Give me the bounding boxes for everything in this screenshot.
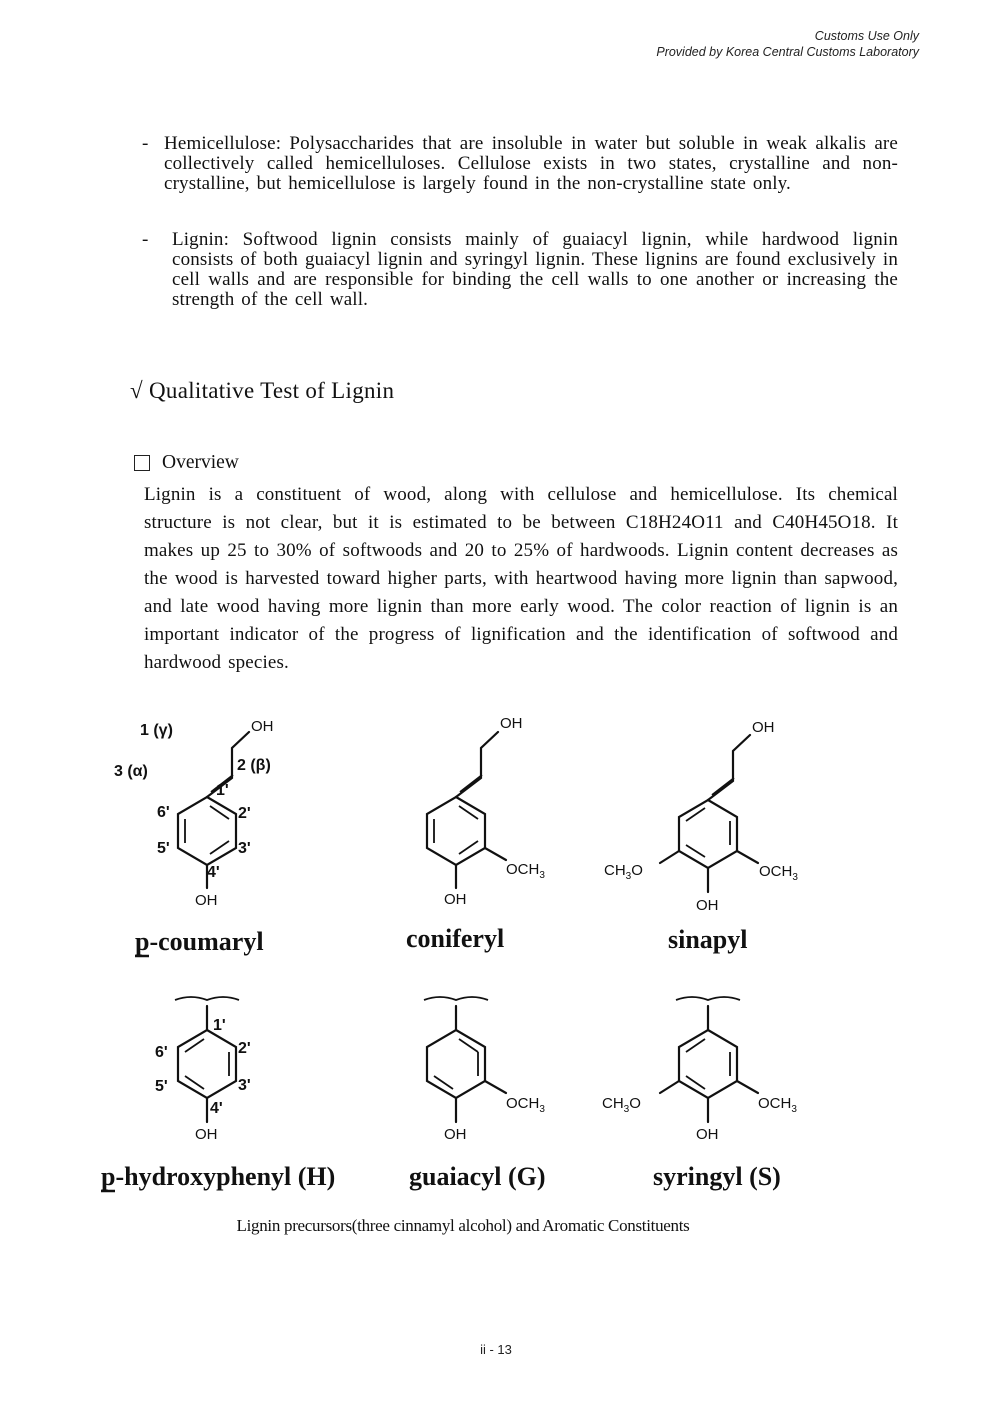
oh-label: OH [251,718,274,735]
position-6-label: 6' [155,1044,168,1061]
position-6-label: 6' [157,804,170,821]
bullet-dash: - [142,229,149,250]
overview-paragraph: Lignin is a constituent of wood, along with cellulose and hemicellulose. Its chemical structure is not clear, but it is estimated to be between C18H24O11 and C40H45O18. It makes up 25 to 30% of softwoods and 20 to 25% of hardwoods. Lignin content decreases as the wood is harvested toward higher parts, with heartwood having more lignin than sapwood, and late wood having more lignin than more early wood. The color reaction of lignin is an important indicator of the progress of lignification and the identification of softwood and hardwood species. [144,484,898,673]
position-4-label: 4' [210,1100,223,1117]
oh-label: OH [444,891,467,908]
methoxy-label: $OCH_3$ [506,1095,545,1115]
square-bullet-icon [134,455,150,471]
position-beta-label: 2 (β) [237,757,271,774]
unit-name: syringyl (S) [653,1162,781,1191]
oh-label: OH [752,719,775,736]
bullet-text: Hemicellulose: Polysaccharides that are insoluble in water but soluble in weak alkalis are collectively called hemicelluloses. Cellulose exists in two states, crystalline and non-crystalline, but hemicellulose is largely found in the non-crystalline state only. [164,133,898,194]
bullet-lignin [142,230,898,310]
oh-label: OH [195,892,218,909]
position-gamma-label: 1 (γ) [140,722,173,739]
oh-label: OH [696,897,719,914]
position-3-label: 3' [238,840,251,857]
position-3-label: 3' [238,1077,251,1094]
methoxy-label: $OCH_3$ [506,861,545,881]
section-title-text: Qualitative Test of Lignin [149,378,395,403]
precursor-name: sinapyl [668,925,748,954]
methoxy-label: $OCH_3$ [759,863,798,883]
oh-label: OH [696,1126,719,1143]
precursor-name: p-coumaryl [135,927,264,956]
methoxy-label: $OCH_3$ [758,1095,797,1115]
methoxy-label-left: $CH_3O$ [604,862,643,882]
position-alpha-label: 3 (α) [114,763,148,780]
figure-caption: Lignin precursors(three cinnamyl alcohol) and Aromatic Constituents [236,1216,690,1235]
oh-label: OH [195,1126,218,1143]
lignin-structures-figure [90,700,850,1210]
unit-name: p-hydroxyphenyl (H) [101,1162,336,1191]
structure-sinapyl [604,719,798,954]
position-5-label: 5' [157,840,170,857]
section-heading [130,378,394,404]
document-header [656,28,919,60]
check-mark-icon: √ [130,378,143,403]
header-usage-note: Customs Use Only [814,29,919,43]
subsection-title-text: Overview [162,452,239,473]
position-5-label: 5' [155,1078,168,1095]
bullet-dash: - [142,133,149,154]
bullet-hemicellulose [142,134,898,194]
position-4-label: 4' [207,864,220,881]
structure-p-hydroxyphenyl [101,997,335,1191]
position-2-label: 2' [238,1040,251,1057]
structure-guaiacyl [409,997,546,1191]
bullet-text: Lignin: Softwood lignin consists mainly of guaiacyl lignin, while hardwood lignin consists of both guaiacyl lignin and syringyl lignin. These lignins are found exclusively in cell walls and are responsible for binding the cell walls to one another or increasing the strength of the cell wall. [172,229,898,310]
precursor-name: coniferyl [406,924,505,953]
structure-coniferyl [406,715,545,953]
position-1-label: 1' [213,1017,226,1034]
unit-name: guaiacyl (G) [409,1162,546,1191]
oh-label: OH [444,1126,467,1143]
methoxy-label-left: $CH_3O$ [602,1095,641,1115]
structure-syringyl [602,997,797,1191]
page-number: ii - 13 [480,1342,512,1357]
oh-label: OH [500,715,523,732]
position-1-label: 1' [216,782,229,799]
position-2-label: 2' [238,805,251,822]
header-provider: Provided by Korea Central Customs Laboratory [656,45,919,59]
subsection-heading [134,452,239,474]
structure-p-coumaryl [114,718,274,956]
